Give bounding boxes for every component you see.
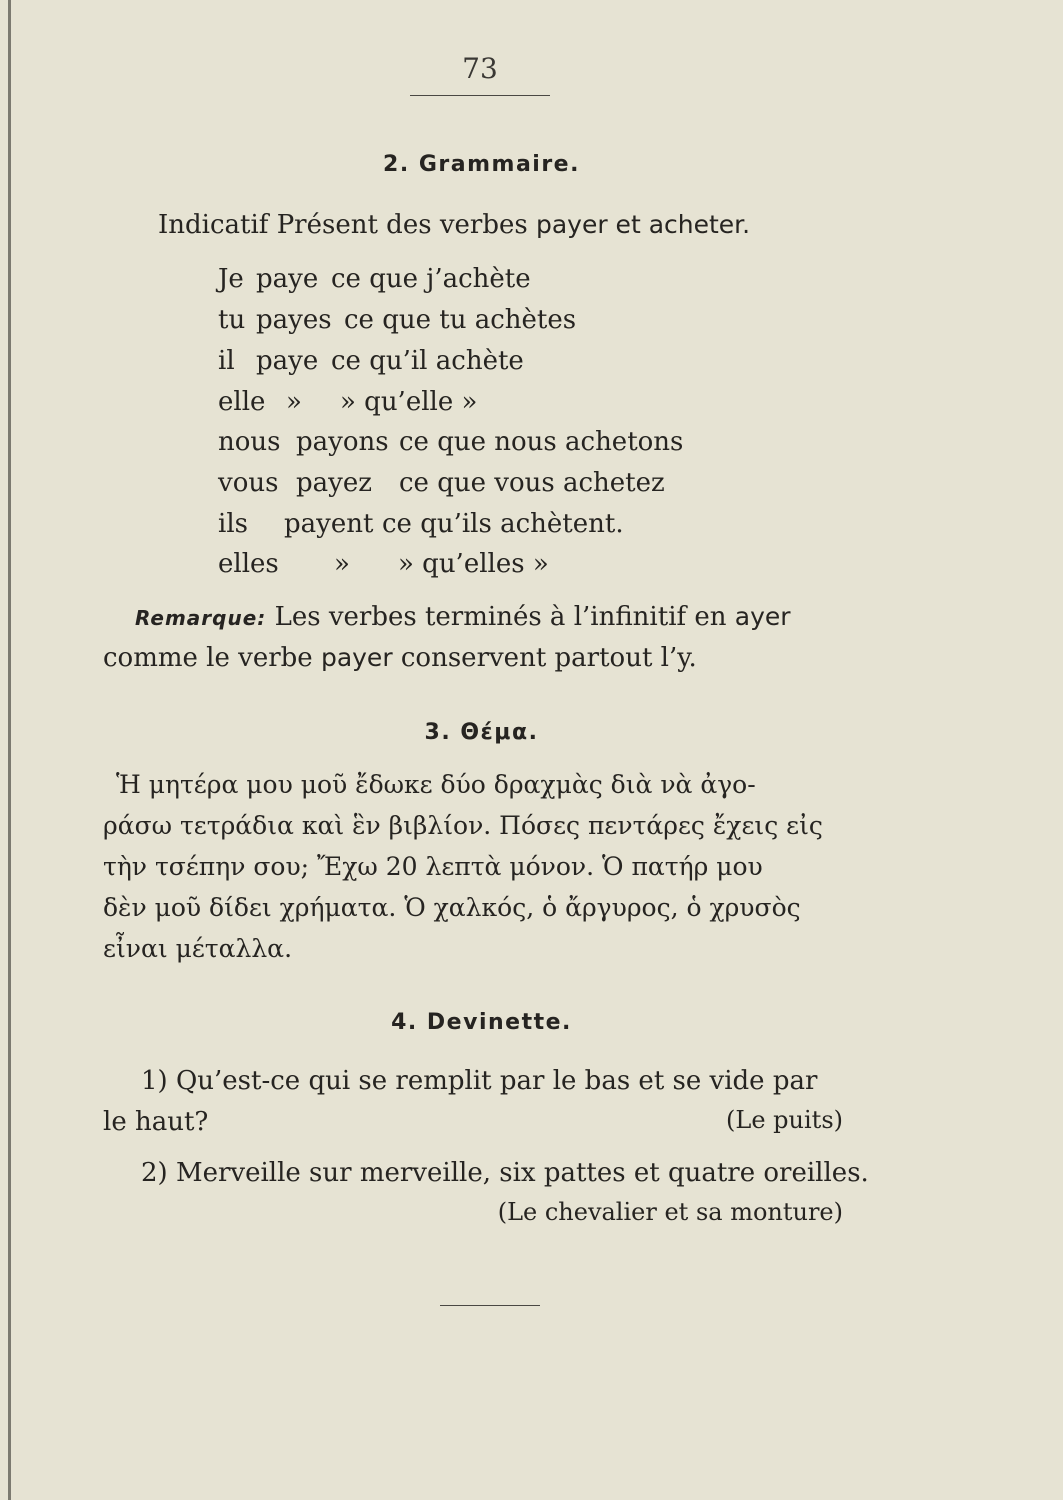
conj-verb: payez [296,468,372,498]
grammar-intro-verbs: payer et acheter. [535,210,751,239]
conj-verb: » [334,549,350,579]
theme-line: δὲν μοῦ δίδει χρήματα. Ὁ χαλκός, ὁ ἄργυρος, ὁ χρυσὸς [103,893,801,922]
conj-verb: payes [256,305,332,335]
conj-clause: ce que j’achète [331,264,531,294]
riddle-1-answer: (Le puits) [726,1106,843,1134]
conj-clause: ce que vous achetez [399,468,665,498]
remark-word-ayer: ayer [734,602,791,631]
grammar-heading: 2. Grammaire. [383,152,580,177]
page-number: 73 [462,52,498,85]
bottom-rule [440,1305,540,1306]
remark-text: Les verbes terminés à l’infinitif en [274,602,727,632]
conj-clause: ce qu’il achète [331,346,524,376]
conj-verb: paye [256,264,319,294]
remark-line-2 [103,645,697,671]
remark-word-payer: payer [320,643,393,672]
conj-pronoun: tu [218,305,246,335]
riddle-1-line-1: 1) Qu’est-ce qui se remplit par le bas et se vide par [141,1066,818,1096]
conj-verb: » [286,387,302,417]
top-rule [410,95,550,96]
conj-pronoun: Je [218,264,244,294]
conj-clause: ce qu’ils achètent. [382,509,624,539]
remark-line2-prefix: comme le verbe [103,643,313,673]
conj-verb: payent [284,509,374,539]
remark-label: Remarque: [135,606,267,630]
conj-verb: payons [296,427,389,457]
riddle-heading: 4. Devinette. [391,1010,572,1035]
conj-verb: paye [256,346,319,376]
riddle-2-line-1: 2) Merveille sur merveille, six pattes et quatre oreilles. [141,1158,869,1188]
conj-clause: ce que tu achètes [344,305,577,335]
conj-clause: » qu’elles » [398,549,549,579]
remark-line-1 [135,604,791,630]
theme-line: τὴν τσέπην σου; Ἔχω 20 λεπτὰ μόνον. Ὁ πατήρ μου [103,852,763,881]
conj-pronoun: ils [218,509,248,539]
grammar-intro-text: Indicatif Présent des verbes [158,210,528,240]
theme-heading: 3. Θέμα. [424,720,539,745]
conj-pronoun: vous [218,468,279,498]
conj-clause: » qu’elle » [340,387,478,417]
conj-pronoun: il [218,346,235,376]
riddle-1-line-2: le haut? [103,1107,209,1137]
theme-line: εἶναι μέταλλα. [103,934,293,963]
riddle-2-answer: (Le chevalier et sa monture) [497,1198,843,1226]
theme-line: Ἡ μητέρα μου μοῦ ἔδωκε δύο δραχμὰς διὰ νὰ ἀγο- [116,770,756,799]
page-edge-line [8,0,11,1500]
theme-line: ράσω τετράδια καὶ ἓν βιβλίον. Πόσες πεντάρες ἔχεις εἰς [103,811,823,840]
conj-clause: ce que nous achetons [399,427,684,457]
conj-pronoun: elles [218,549,279,579]
conj-pronoun: elle [218,387,266,417]
conj-pronoun: nous [218,427,281,457]
grammar-intro [158,212,750,238]
remark-line2-suffix: conservent partout l’y. [400,643,697,673]
